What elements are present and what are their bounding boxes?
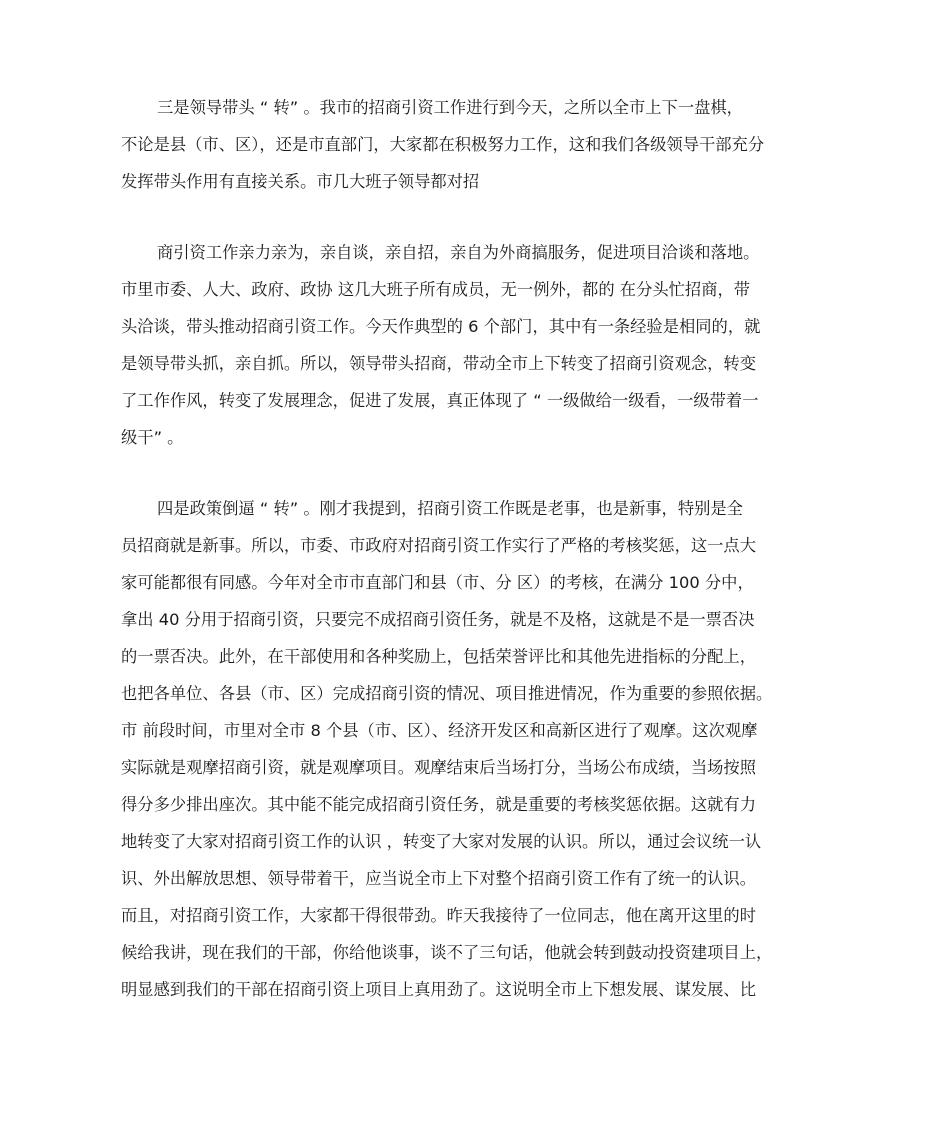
text-line: 而且，对招商引资工作，大家都干得很带劲。昨天我接待了一位同志，他在离开这里的时 (121, 906, 756, 925)
text-line: 候给我讲，现在我们的干部，你给他谈事，谈不了三句话，他就会转到鼓动投资建项目上， (121, 943, 773, 962)
text-line: 也把各单位、各县（市、区）完成招商引资的情况、项目推进情况，作为重要的参照依据。 (121, 684, 773, 703)
text-line: 商引资工作亲力亲为，亲自谈，亲自招，亲自为外商搞服务，促进项目洽谈和落地。 (157, 243, 760, 262)
text-line: 明显感到我们的干部在招商引资上项目上真用劲了。这说明全市上下想发展、谋发展、比 (121, 980, 756, 999)
text-line: 是领导带头抓，亲自抓。所以，领导带头招商，带动全市上下转变了招商引资观念，转变 (121, 354, 756, 373)
text-line: 地转变了大家对招商引资工作的认识 ，转变了大家对发展的认识。所以，通过会议统一认 (121, 832, 762, 851)
text-line: 头洽谈，带头推动招商引资工作。今天作典型的 6 个部门，其中有一条经验是相同的，就 (121, 317, 761, 336)
text-line: 的一票否决。此外，在干部使用和各种奖励上，包括荣誉评比和其他先进指标的分配上， (121, 647, 756, 666)
text-line: 识、外出解放思想、领导带着干，应当说全市上下对整个招商引资工作有了统一的认识。 (121, 869, 756, 888)
text-line: 四是政策倒逼 “ 转” 。刚才我提到，招商引资工作既是老事，也是新事，特别是全 (157, 499, 743, 518)
paragraph-leadership (121, 89, 841, 200)
text-line: 了工作作风，转变了发展理念，促进了发展，真正体现了 “ 一级做给一级看，一级带着一 (121, 391, 759, 410)
text-line: 发挥带头作用有直接关系。市几大班子领导都对招 (121, 172, 480, 191)
text-line: 市里市委、人大、政府、政协 这几大班子所有成员，无一例外，都的 在分头忙招商，带 (121, 280, 751, 299)
paragraph-investment (121, 234, 841, 456)
paragraph-policy (121, 490, 841, 1008)
text-line: 得分多少排出座次。其中能不能完成招商引资任务，就是重要的考核奖惩依据。这就有力 (121, 795, 756, 814)
text-line: 实际就是观摩招商引资，就是观摩项目。观摩结束后当场打分，当场公布成绩，当场按照 (121, 758, 756, 777)
text-line: 员招商就是新事。所以，市委、市政府对招商引资工作实行了严格的考核奖惩，这一点大 (121, 536, 756, 555)
text-line: 市 前段时间，市里对全市 8 个县（市、区）、经济开发区和高新区进行了观摩。这次观摩 (121, 721, 758, 740)
text-line: 家可能都很有同感。今年对全市市直部门和县（市、分 区）的考核，在满分 100 分中， (121, 573, 754, 592)
text-line: 级干” 。 (121, 428, 184, 447)
text-line: 三是领导带头 “ 转” 。我市的招商引资工作进行到今天，之所以全市上下一盘棋， (157, 98, 743, 117)
text-line: 拿出 40 分用于招商引资，只要完不成招商引资任务，就是不及格，这就是不是一票否决 (121, 610, 755, 629)
text-line: 不论是县（市、区），还是市直部门，大家都在积极努力工作，这和我们各级领导干部充分 (121, 135, 765, 154)
